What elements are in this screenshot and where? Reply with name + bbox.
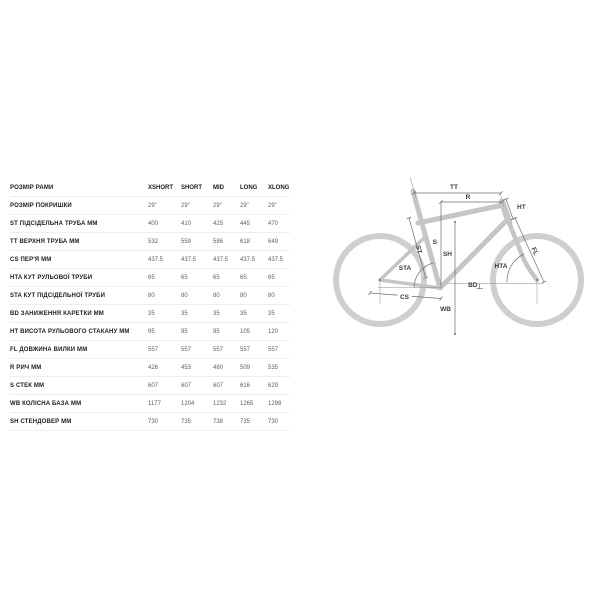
chainstay-label: CS — [399, 294, 410, 301]
table-cell: 738 — [213, 418, 224, 425]
row-label: ST ПІДСІДЕЛЬНА ТРУБА ММ — [10, 220, 98, 227]
reach-dimension — [439, 194, 504, 204]
table-row — [10, 215, 290, 233]
table-cell: 730 — [268, 418, 279, 425]
table-cell: 29" — [268, 202, 277, 209]
table-row — [10, 395, 290, 413]
table-cell: 120 — [268, 328, 279, 335]
seat-tube-label: ST — [413, 244, 423, 255]
table-cell: 470 — [268, 220, 279, 227]
fork-length-label: FL — [529, 246, 540, 257]
bb-drop-label: BD — [468, 282, 478, 289]
table-header-size: XSHORT — [148, 184, 174, 191]
row-label: CS ПЕР'Я ММ — [10, 256, 52, 263]
table-row — [10, 305, 290, 323]
table-cell: 65 — [213, 274, 220, 281]
table-cell: 29" — [148, 202, 157, 209]
table-cell: 1298 — [268, 400, 282, 407]
table-header-row — [10, 179, 290, 197]
row-label: STA КУТ ПІДСІДЕЛЬНОЇ ТРУБИ — [10, 292, 106, 299]
table-row — [10, 377, 290, 395]
table-cell: 453 — [181, 364, 192, 371]
table-cell: 426 — [148, 364, 159, 371]
table-cell: 65 — [268, 274, 275, 281]
table-cell: 557 — [181, 346, 192, 353]
bike-frame-drawing — [325, 168, 595, 348]
table-cell: 35 — [148, 310, 155, 317]
table-cell: 80 — [181, 292, 188, 299]
head-angle-label: HTA — [494, 263, 508, 270]
table-cell: 410 — [181, 220, 192, 227]
table-row — [10, 323, 290, 341]
table-cell: 29" — [240, 202, 249, 209]
table-cell: 509 — [240, 364, 251, 371]
table-cell: 95 — [213, 328, 220, 335]
table-cell: 65 — [240, 274, 247, 281]
table-cell: 532 — [148, 238, 159, 245]
row-label: HT ВИСОТА РУЛЬОВОГО СТАКАНУ ММ — [10, 328, 130, 335]
tt-label: TT — [450, 184, 458, 191]
table-cell: 437.5 — [213, 256, 229, 263]
table-header-label: РОЗМІР РАМИ — [10, 184, 54, 191]
seat-angle-label: STA — [398, 265, 412, 272]
row-label: SH СТЕНДОВЕР ММ — [10, 418, 72, 425]
table-cell: 535 — [268, 364, 279, 371]
bb-drop-dimension — [468, 282, 483, 289]
table-cell: 105 — [240, 328, 251, 335]
table-cell: 95 — [181, 328, 188, 335]
table-cell: 618 — [240, 238, 251, 245]
table-cell: 35 — [240, 310, 247, 317]
row-label: WB КОЛІСНА БАЗА ММ — [10, 400, 82, 407]
table-cell: 29" — [213, 202, 222, 209]
table-cell: 437.5 — [181, 256, 197, 263]
table-cell: 1177 — [148, 400, 161, 407]
table-cell: 607 — [181, 382, 192, 389]
table-cell: 425 — [213, 220, 224, 227]
table-row — [10, 197, 290, 215]
table-cell: 80 — [240, 292, 247, 299]
table-cell: 437.5 — [240, 256, 256, 263]
table-cell: 80 — [213, 292, 220, 299]
table-cell: 557 — [268, 346, 279, 353]
table-cell: 730 — [148, 418, 159, 425]
table-header-size: XLONG — [268, 184, 290, 191]
table-cell: 35 — [181, 310, 188, 317]
table-cell: 35 — [213, 310, 220, 317]
table-row — [10, 413, 290, 431]
row-label: S СТЕК ММ — [10, 382, 45, 389]
row-label: HTA КУТ РУЛЬОВОЇ ТРУБИ — [10, 274, 93, 281]
table-cell: 437.5 — [268, 256, 284, 263]
table-cell: 559 — [181, 238, 192, 245]
table-row — [10, 287, 290, 305]
table-cell: 607 — [213, 382, 224, 389]
table-header-size: MID — [213, 184, 224, 191]
table-cell: 80 — [268, 292, 275, 299]
standover-label: SH — [442, 251, 452, 258]
bike-geometry-diagram — [325, 168, 595, 348]
table-cell: 557 — [240, 346, 251, 353]
geometry-table — [10, 179, 290, 431]
head-tube-label: HT — [517, 204, 526, 211]
reach-label: R — [465, 194, 471, 201]
table-cell: 95 — [148, 328, 155, 335]
table-row — [10, 359, 290, 377]
row-label: РОЗМІР ПОКРИШКИ — [10, 202, 72, 209]
table-cell: 480 — [213, 364, 224, 371]
table-row — [10, 341, 290, 359]
table-cell: 35 — [268, 310, 275, 317]
row-label: R РИЧ ММ — [10, 364, 42, 371]
table-row — [10, 251, 290, 269]
tt-dimension — [412, 184, 503, 195]
table-row — [10, 269, 290, 287]
table-header-size: SHORT — [181, 184, 202, 191]
table-cell: 629 — [268, 382, 279, 389]
table-cell: 616 — [240, 382, 251, 389]
table-header-size: LONG — [240, 184, 258, 191]
row-label: TT ВЕРХНЯ ТРУБА ММ — [10, 238, 80, 245]
stack-label: S — [432, 239, 437, 246]
wheelbase-label: WB — [440, 306, 451, 313]
table-cell: 557 — [213, 346, 224, 353]
table-cell: 437.5 — [148, 256, 164, 263]
table-cell: 649 — [268, 238, 279, 245]
table-row — [10, 233, 290, 251]
row-label: BD ЗАНИЖЕННЯ КАРЕТКИ ММ — [10, 310, 104, 317]
chainstay-dimension — [369, 291, 443, 301]
table-cell: 557 — [148, 346, 159, 353]
table-cell: 735 — [181, 418, 192, 425]
row-label: FL ДОВЖИНА ВИЛКИ ММ — [10, 346, 88, 353]
table-cell: 607 — [148, 382, 159, 389]
table-cell: 586 — [213, 238, 224, 245]
table-cell: 65 — [148, 274, 155, 281]
table-cell: 1232 — [213, 400, 227, 407]
table-cell: 65 — [181, 274, 188, 281]
table-rows — [10, 197, 290, 431]
table-cell: 445 — [240, 220, 251, 227]
table-cell: 1265 — [240, 400, 254, 407]
table-cell: 735 — [240, 418, 251, 425]
table-cell: 400 — [148, 220, 159, 227]
table-cell: 80 — [148, 292, 155, 299]
table-cell: 29" — [181, 202, 190, 209]
table-cell: 1204 — [181, 400, 195, 407]
